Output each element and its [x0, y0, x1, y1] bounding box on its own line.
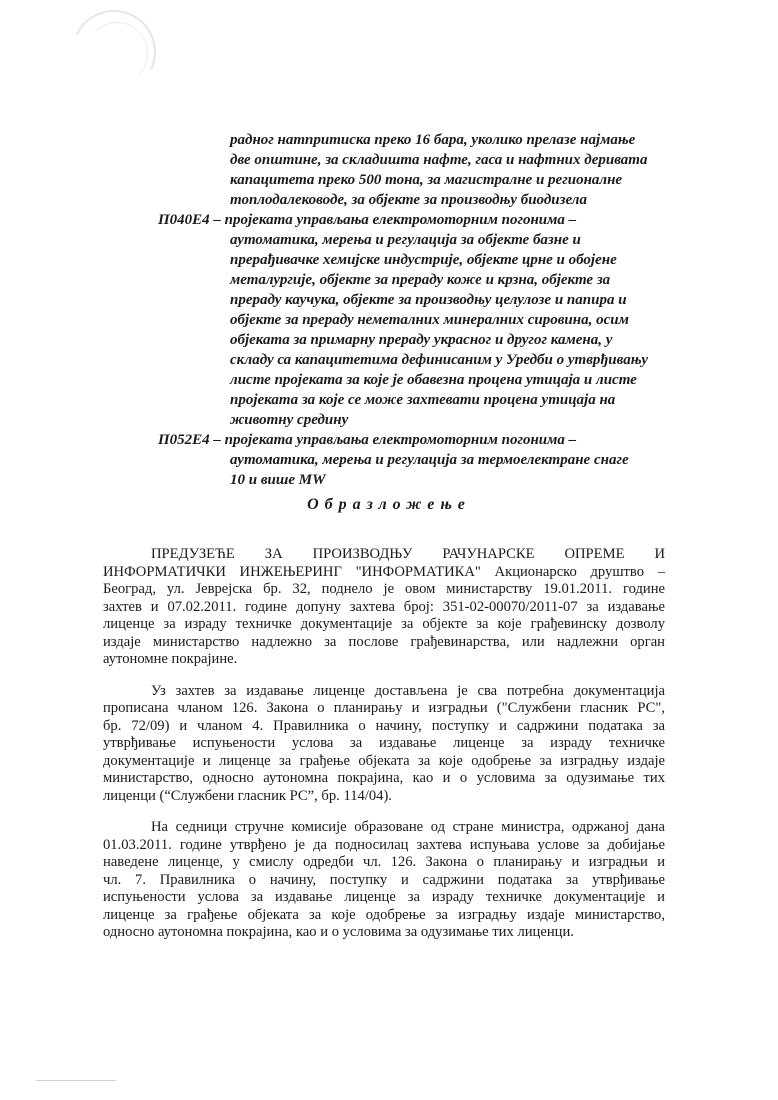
- list-line: аутоматика, мерења и регулација за објекте базне и: [230, 232, 581, 248]
- list-line: листе пројеката за које је обавезна процена утицаја и листе: [230, 372, 637, 388]
- paragraph-line: лиценце за грађење објеката за које одобрење за изградњу издаје министарство,: [103, 906, 665, 923]
- paragraph-line: прописана чланом 126. Закона о планирању и изградњи ("Службени гласник РС",: [103, 700, 665, 716]
- list-line: капацитета преко 500 тона, за магистралне и регионалне: [230, 172, 623, 188]
- list-item-p040e4: [150, 210, 690, 430]
- list-line: објекте за прераду неметалних минералних сировина, осим: [230, 312, 629, 328]
- list-line: пројеката за које се може захтевати процена утицаја на: [230, 392, 616, 408]
- paragraph-line: На седници стручне комисије образоване од стране министра, одржаној дана: [151, 819, 665, 835]
- paragraph-1: [103, 546, 665, 669]
- paragraph-line: ПРЕДУЗЕЋЕ ЗА ПРОИЗВОДЊУ РАЧУНАРСКЕ ОПРЕМЕ И: [151, 546, 665, 562]
- list-line: топлодалеководе, за објекте за производњу биодизела: [230, 192, 587, 208]
- paragraph-line: утврђивање испуњености услова за издавање лиценце за израду техничке: [103, 735, 665, 751]
- list-line: прераду каучука, објекте за производњу целулозе и папира и: [230, 292, 627, 308]
- section-heading: Образложење: [307, 496, 471, 513]
- list-item-code-line: П040Е4 – пројеката управљања електромоторним погонима –: [158, 212, 577, 228]
- paragraph-line: издаје министарство надлежно за послове грађевинарства, или надлежни орган: [103, 633, 665, 650]
- paragraph-line: чл. 7. Правилника о начину, поступку и садржини података за утврђивање: [103, 871, 665, 888]
- paragraph-line: ИНФОРМАТИЧКИ ИНЖЕЊЕРИНГ "ИНФОРМАТИКА" Акционарско друштво –: [103, 563, 665, 580]
- paragraph-3: [103, 819, 665, 942]
- explanation-body: [103, 546, 665, 956]
- list-item-continuation: [150, 130, 690, 210]
- list-line: металургије, објекте за прераду коже и крзна, објекте за: [230, 272, 611, 288]
- paragraph-line: испуњености услова за издавање лиценце за израду техничке документације и: [103, 889, 665, 905]
- paragraph-line: бр. 72/09) и чланом 4. Правилника о начину, поступку и садржини података за: [103, 717, 665, 734]
- list-line: складу са капацитетима дефинисаним у Уредби о утврђивању: [230, 352, 649, 368]
- list-line: две општине, за складишта нафте, гаса и нафтних деривата: [230, 152, 648, 168]
- stamp-mark-inner: [86, 22, 148, 84]
- paragraph-line: лиценци (“Службени гласник РС”, бр. 114/04).: [103, 787, 392, 804]
- list-line: животну средину: [230, 412, 349, 428]
- paragraph-line: односно аутономна покрајина, као и о условима за одузимање тих лиценци.: [103, 924, 574, 940]
- paragraph-line: 01.03.2011. године утврђено је да подносилац захтева испуњава услове за добијање: [103, 836, 665, 853]
- paragraph-line: лиценце за израду техничке документације за објекте за које грађевинску дозволу: [103, 616, 665, 632]
- paragraph-line: наведене лиценце, у смислу одредби чл. 126. Закона о планирању и изградњи и: [103, 854, 665, 870]
- scan-edge-mark: [36, 1080, 116, 1081]
- list-item-p052e4: [150, 430, 690, 490]
- list-line: аутоматика, мерења и регулација за термоелектране снаге: [230, 452, 629, 468]
- list-line: прерађивачке хемијске индустрије, објекте црне и обојене: [230, 252, 617, 268]
- paragraph-line: Београд, ул. Јеврејска бр. 32, поднело је овом министарству 19.01.2011. године: [103, 581, 665, 597]
- paragraph-line: министарство, односно аутономна покрајина, као и о условима за одузимање тих: [103, 770, 665, 786]
- list-line: 10 и више MW: [230, 472, 326, 488]
- paragraph-line: захтев и 07.02.2011. године допуну захтева број: 351-02-00070/2011-07 за издавање: [103, 598, 665, 615]
- license-list: [150, 130, 690, 490]
- paragraph-line: документације и лиценце за грађење објеката за које одобрење за изградњу издаје: [103, 752, 665, 769]
- paragraph-line: аутономне покрајине.: [103, 651, 238, 667]
- paragraph-2: [103, 683, 665, 806]
- list-line: радног натпритиска преко 16 бара, уколико прелазе најмање: [230, 132, 636, 148]
- list-item-code-line: П052Е4 – пројеката управљања електромоторним погонима –: [158, 432, 577, 448]
- paragraph-line: Уз захтев за издавање лиценце достављена је сва потребна документација: [151, 682, 665, 699]
- list-line: објеката за примарну прераду украсног и другог камена, у: [230, 332, 613, 348]
